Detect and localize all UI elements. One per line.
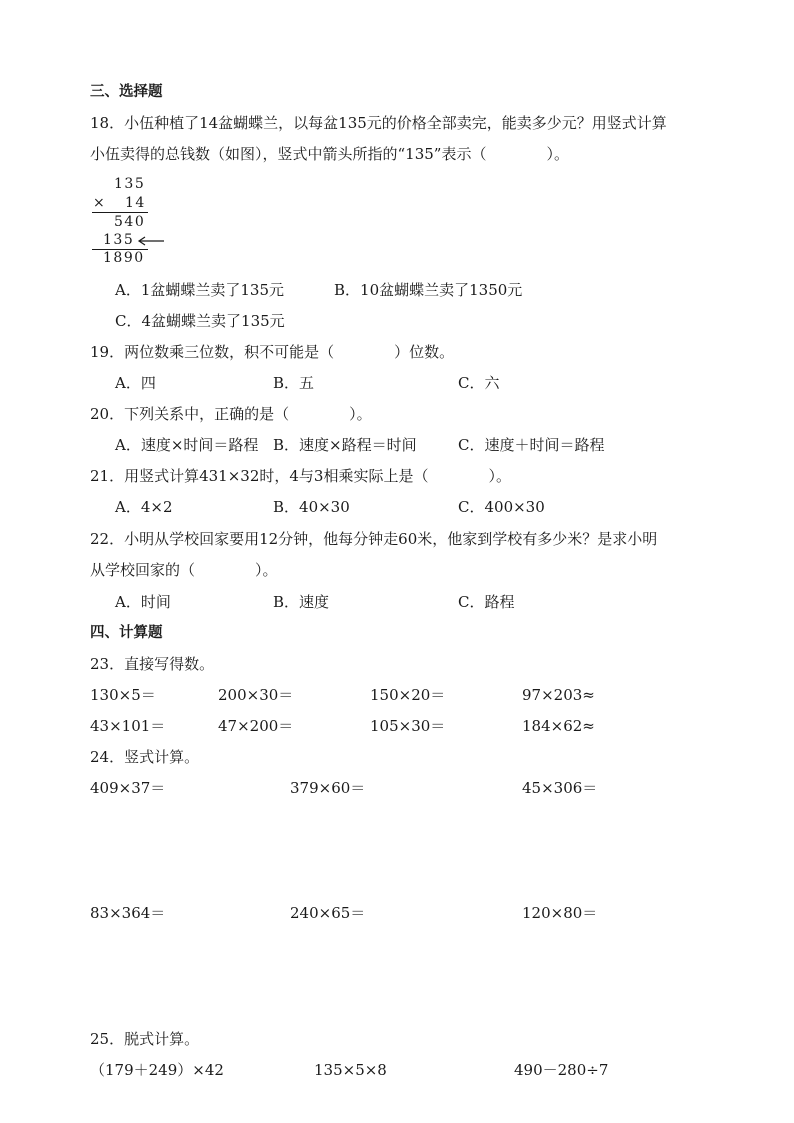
q23-item: 47×200＝ — [218, 717, 294, 735]
q25-item: （179＋249）×42 — [90, 1061, 224, 1079]
q22-option-c[interactable]: C．路程 — [458, 593, 515, 611]
q22-option-a[interactable]: A．时间 — [115, 593, 171, 611]
arrow-left-icon — [136, 236, 166, 246]
vertical-row-product: 1890 — [103, 250, 145, 266]
vertical-divider-1 — [92, 212, 148, 213]
q21-option-a[interactable]: A．4×2 — [115, 498, 173, 516]
q23-item: 150×20＝ — [370, 686, 446, 704]
q22-stem-line2: 从学校回家的（ ）。 — [90, 561, 278, 579]
section-title-calculation: 四、计算题 — [90, 625, 163, 641]
q18-option-b[interactable]: B．10盆蝴蝶兰卖了1350元 — [334, 281, 523, 299]
q19-option-b[interactable]: B．五 — [273, 374, 315, 392]
q24-item: 120×80＝ — [522, 904, 598, 922]
vertical-row-multiplier: 14 — [125, 195, 146, 211]
q21-option-b[interactable]: B．40×30 — [273, 498, 350, 516]
q24-item: 45×306＝ — [522, 779, 598, 797]
q24-item: 379×60＝ — [290, 779, 366, 797]
q20-option-a[interactable]: A．速度×时间＝路程 — [115, 436, 259, 454]
q22-stem-line1: 22．小明从学校回家要用12分钟，他每分钟走60米，他家到学校有多少米？是求小明 — [90, 530, 658, 548]
q25-stem: 25．脱式计算。 — [90, 1030, 200, 1048]
q24-item: 240×65＝ — [290, 904, 366, 922]
vertical-row-multiplicand: 135 — [114, 176, 146, 192]
q23-item: 43×101＝ — [90, 717, 166, 735]
q18-option-c[interactable]: C．4盆蝴蝶兰卖了135元 — [115, 312, 285, 330]
q20-option-c[interactable]: C．速度＋时间＝路程 — [458, 436, 605, 454]
q24-stem: 24．竖式计算。 — [90, 748, 200, 766]
vertical-multiplication-figure — [90, 174, 180, 266]
q19-stem: 19．两位数乘三位数，积不可能是（ ）位数。 — [90, 343, 455, 361]
q23-item: 184×62≈ — [522, 717, 595, 735]
vertical-row-partial1: 540 — [114, 214, 146, 230]
q21-stem: 21．用竖式计算431×32时，4与3相乘实际上是（ ）。 — [90, 467, 511, 485]
vertical-row-partial2: 135 — [103, 232, 135, 248]
q24-item: 83×364＝ — [90, 904, 166, 922]
q19-option-a[interactable]: A．四 — [115, 374, 156, 392]
q20-option-b[interactable]: B．速度×路程＝时间 — [273, 436, 417, 454]
vertical-multiply-sign: × — [93, 195, 107, 211]
q18-stem-line2: 小伍卖得的总钱数（如图），竖式中箭头所指的“135”表示（ ）。 — [90, 145, 569, 163]
q23-item: 105×30＝ — [370, 717, 446, 735]
q21-option-c[interactable]: C．400×30 — [458, 498, 545, 516]
section-title-choice: 三、选择题 — [90, 84, 163, 100]
q18-stem-line1: 18．小伍种植了14盆蝴蝶兰，以每盆135元的价格全部卖完，能卖多少元？用竖式计算 — [90, 114, 667, 132]
q25-item: 490－280÷7 — [514, 1061, 609, 1079]
q19-option-c[interactable]: C．六 — [458, 374, 500, 392]
q24-item: 409×37＝ — [90, 779, 166, 797]
q20-stem: 20．下列关系中，正确的是（ ）。 — [90, 405, 372, 423]
q23-item: 130×5＝ — [90, 686, 156, 704]
q23-item: 97×203≈ — [522, 686, 595, 704]
q22-option-b[interactable]: B．速度 — [273, 593, 330, 611]
q25-item: 135×5×8 — [314, 1061, 387, 1079]
q18-option-a[interactable]: A．1盆蝴蝶兰卖了135元 — [115, 281, 285, 299]
q23-item: 200×30＝ — [218, 686, 294, 704]
q23-stem: 23．直接写得数。 — [90, 655, 215, 673]
